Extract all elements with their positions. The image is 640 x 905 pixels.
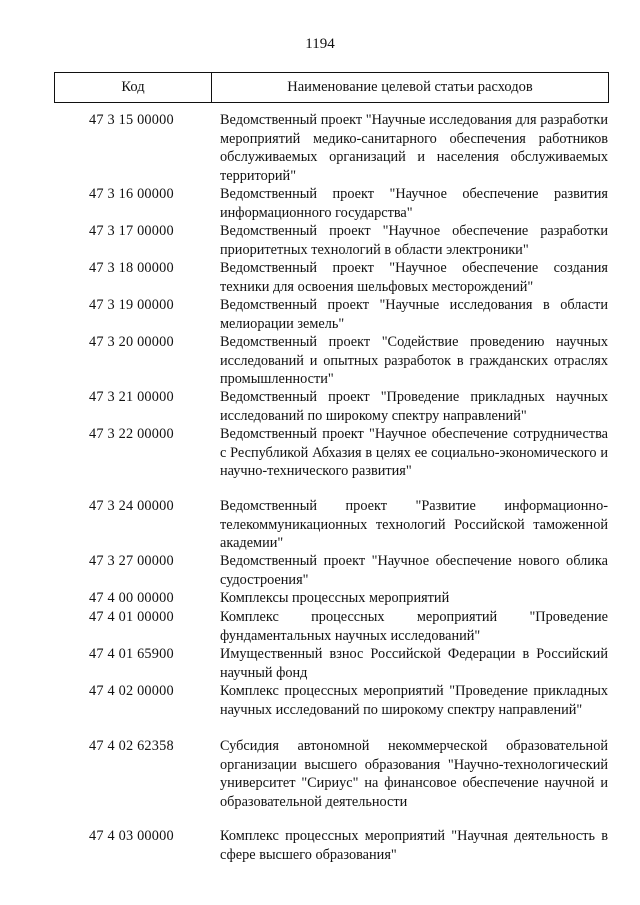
table-row xyxy=(0,589,640,608)
row-name: Ведомственный проект "Научное обеспечение сотрудничества с Республикой Абхазия в целях ее социально-экономического и научно-технического развития" xyxy=(220,426,608,479)
row-name: Комплексы процессных мероприятий xyxy=(220,590,450,606)
table-row xyxy=(0,111,640,185)
row-name: Имущественный взнос Российской Федерации в Российский научный фонд xyxy=(220,646,608,681)
table-row xyxy=(0,737,640,827)
row-name: Ведомственный проект "Научные исследования в области мелиорации земель" xyxy=(220,297,608,332)
row-code: 47 3 19 00000 xyxy=(89,297,174,313)
row-code: 47 3 17 00000 xyxy=(89,223,174,239)
table-row xyxy=(0,333,640,388)
row-name: Ведомственный проект "Научное обеспечение разработки приоритетных технологий в области электроники" xyxy=(220,223,608,258)
row-code: 47 3 24 00000 xyxy=(89,498,174,514)
row-name: Комплекс процессных мероприятий "Проведение фундаментальных научных исследований" xyxy=(220,609,608,644)
row-code: 47 3 15 00000 xyxy=(89,112,174,128)
page-number: 1194 xyxy=(305,36,335,52)
table-row xyxy=(0,388,640,425)
row-code: 47 3 18 00000 xyxy=(89,260,174,276)
row-name: Ведомственный проект "Научное обеспечение создания техники для освоения шельфовых месторождений" xyxy=(220,260,608,295)
row-code: 47 3 20 00000 xyxy=(89,334,174,350)
table-header xyxy=(54,72,609,103)
table-row xyxy=(0,645,640,682)
header-name: Наименование целевой статьи расходов xyxy=(287,79,533,95)
header-code: Код xyxy=(55,73,212,102)
table-row xyxy=(0,497,640,552)
row-code: 47 3 22 00000 xyxy=(89,426,174,442)
table-row xyxy=(0,608,640,645)
table-row xyxy=(0,425,640,497)
row-name: Комплекс процессных мероприятий "Научная деятельность в сфере высшего образования" xyxy=(220,828,608,863)
row-name: Ведомственный проект "Развитие информационно-телекоммуникационных технологий Российской таможенной академии" xyxy=(220,498,608,551)
table-row xyxy=(0,259,640,296)
row-name: Ведомственный проект "Научное обеспечение нового облика судостроения" xyxy=(220,553,608,588)
table-row xyxy=(0,827,640,864)
row-code: 47 3 16 00000 xyxy=(89,186,174,202)
row-code: 47 4 02 62358 xyxy=(89,738,174,754)
table-body xyxy=(0,111,640,864)
row-name: Ведомственный проект "Научные исследования для разработки мероприятий медико-санитарного обеспечения работников обслуживаемых организаций и населения обслуживаемых территорий" xyxy=(220,112,608,184)
table-row xyxy=(0,682,640,737)
row-name: Субсидия автономной некоммерческой образовательной организации высшего образования "Научно-технологический университет "Сириус" на финансовое обеспечение научной и образовательной деятельности xyxy=(220,738,608,810)
table-row xyxy=(0,185,640,222)
row-name: Ведомственный проект "Проведение прикладных научных исследований по широкому спектру направлений" xyxy=(220,389,608,424)
row-code: 47 4 00 00000 xyxy=(89,590,174,606)
row-code: 47 4 02 00000 xyxy=(89,683,174,699)
row-code: 47 4 01 65900 xyxy=(89,646,174,662)
row-name: Комплекс процессных мероприятий "Проведение прикладных научных исследований по широкому спектру направлений" xyxy=(220,683,608,718)
table-row xyxy=(0,222,640,259)
row-name: Ведомственный проект "Содействие проведению научных исследований и опытных разработок в гражданских отраслях промышленности" xyxy=(220,334,608,387)
table-row xyxy=(0,552,640,589)
row-code: 47 3 21 00000 xyxy=(89,389,174,405)
row-code: 47 4 01 00000 xyxy=(89,609,174,625)
row-code: 47 4 03 00000 xyxy=(89,828,174,844)
table-row xyxy=(0,296,640,333)
row-name: Ведомственный проект "Научное обеспечение развития информационного государства" xyxy=(220,186,608,221)
row-code: 47 3 27 00000 xyxy=(89,553,174,569)
